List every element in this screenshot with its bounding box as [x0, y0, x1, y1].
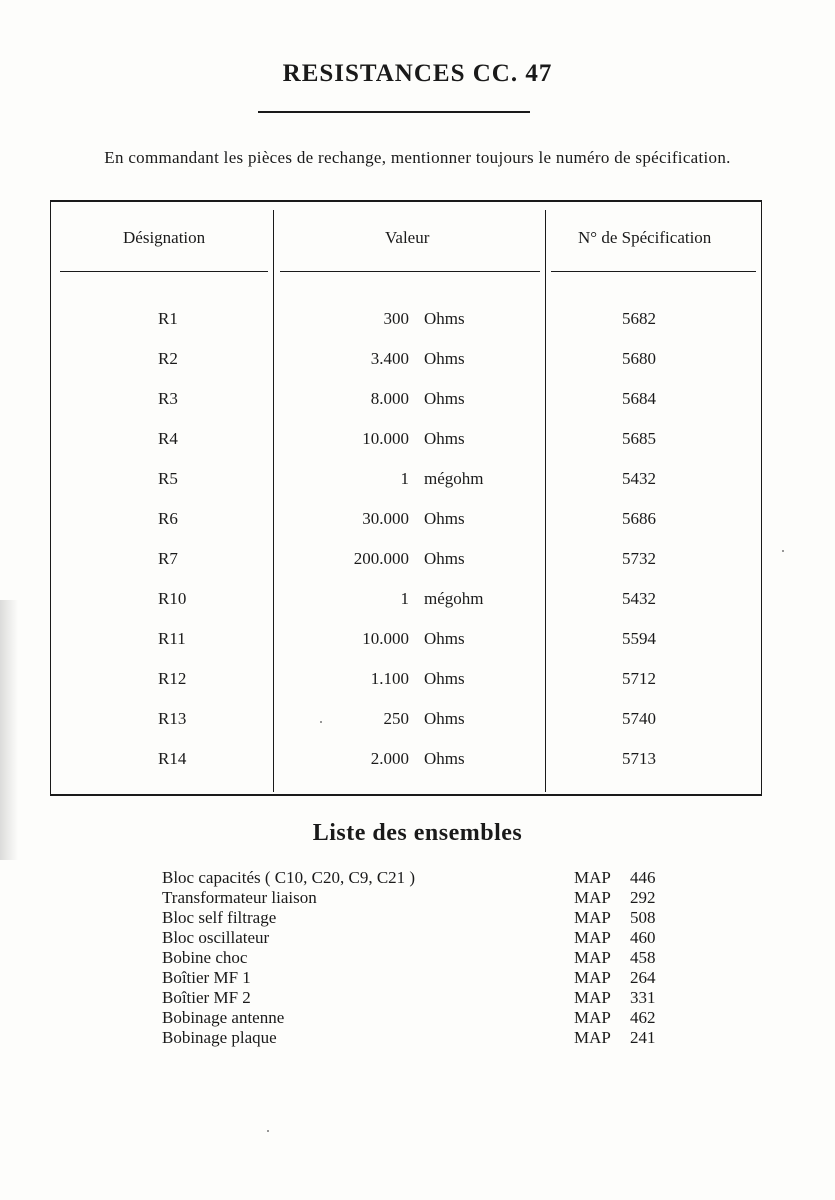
table-row — [0, 709, 835, 749]
assembly-number: 264 — [630, 968, 656, 987]
assembly-number: 446 — [630, 868, 656, 887]
assemblies-title: Liste des ensembles — [312, 820, 523, 846]
value-cell: 30.000 — [362, 509, 409, 528]
assembly-number: 460 — [630, 928, 656, 947]
spec-number-cell: 5432 — [622, 589, 656, 608]
unit-cell: Ohms — [424, 389, 465, 408]
assembly-item — [0, 908, 835, 928]
scan-speck — [320, 721, 322, 723]
spec-number-cell: 5594 — [622, 629, 656, 648]
spec-number-cell: 5713 — [622, 749, 656, 768]
unit-cell: Ohms — [424, 629, 465, 648]
assembly-number: 458 — [630, 948, 656, 967]
designation-cell: R6 — [158, 509, 178, 528]
header-value: Valeur — [385, 228, 430, 247]
designation-cell: R14 — [158, 749, 187, 768]
value-cell: 10.000 — [362, 629, 409, 648]
unit-cell: Ohms — [424, 749, 465, 768]
value-cell: 1 — [400, 469, 409, 488]
spec-number-cell: 5684 — [622, 389, 656, 408]
assembly-name: Bobinage plaque — [162, 1028, 277, 1047]
value-cell: 300 — [383, 309, 409, 328]
designation-cell: R1 — [158, 309, 178, 328]
assembly-name: Bloc self filtrage — [162, 908, 277, 927]
assembly-number: 241 — [630, 1028, 656, 1047]
table-row — [0, 509, 835, 549]
scan-speck — [267, 1130, 269, 1132]
assembly-code: MAP — [574, 868, 611, 887]
unit-cell: mégohm — [424, 589, 484, 608]
spec-number-cell: 5732 — [622, 549, 656, 568]
designation-cell: R10 — [158, 589, 187, 608]
designation-cell: R2 — [158, 349, 178, 368]
assembly-item — [0, 928, 835, 948]
assembly-code: MAP — [574, 888, 611, 907]
value-cell: 8.000 — [370, 389, 409, 408]
designation-cell: R4 — [158, 429, 178, 448]
value-cell: 250 — [383, 709, 409, 728]
assembly-number: 292 — [630, 888, 656, 907]
designation-cell: R7 — [158, 549, 178, 568]
designation-cell: R13 — [158, 709, 187, 728]
table-row — [0, 549, 835, 589]
assembly-item — [0, 868, 835, 888]
table-row — [0, 589, 835, 629]
assembly-item — [0, 888, 835, 908]
table-row — [0, 629, 835, 669]
table-row — [0, 389, 835, 429]
value-cell: 10.000 — [362, 429, 409, 448]
table-row — [0, 309, 835, 349]
unit-cell: Ohms — [424, 349, 465, 368]
header-designation: Désignation — [123, 228, 206, 247]
unit-cell: Ohms — [424, 709, 465, 728]
assembly-item — [0, 988, 835, 1008]
assembly-code: MAP — [574, 948, 611, 967]
unit-cell: mégohm — [424, 469, 484, 488]
assembly-code: MAP — [574, 1028, 611, 1047]
header-rule — [60, 271, 268, 272]
header-spec: N° de Spécification — [578, 228, 712, 247]
assembly-number: 331 — [630, 988, 656, 1007]
designation-cell: R11 — [158, 629, 186, 648]
assembly-name: Bloc capacités ( C10, C20, C9, C21 ) — [162, 868, 416, 887]
assembly-name: Transformateur liaison — [162, 888, 317, 907]
header-rule — [551, 271, 756, 272]
designation-cell: R3 — [158, 389, 178, 408]
assembly-item — [0, 1028, 835, 1048]
spec-number-cell: 5686 — [622, 509, 656, 528]
table-row — [0, 349, 835, 389]
unit-cell: Ohms — [424, 549, 465, 568]
assembly-code: MAP — [574, 988, 611, 1007]
value-cell: 3.400 — [370, 349, 409, 368]
assembly-name: Bloc oscillateur — [162, 928, 270, 947]
assembly-name: Bobinage antenne — [162, 1008, 285, 1027]
assembly-number: 462 — [630, 1008, 656, 1027]
assembly-code: MAP — [574, 1008, 611, 1027]
assembly-name: Boîtier MF 1 — [162, 968, 251, 987]
unit-cell: Ohms — [424, 509, 465, 528]
title-underline — [258, 111, 530, 113]
spec-number-cell: 5432 — [622, 469, 656, 488]
value-cell: 1.100 — [370, 669, 409, 688]
assembly-item — [0, 968, 835, 988]
unit-cell: Ohms — [424, 309, 465, 328]
assembly-name: Bobine choc — [162, 948, 248, 967]
designation-cell: R5 — [158, 469, 178, 488]
scan-speck — [782, 550, 784, 552]
table-row — [0, 749, 835, 789]
page-title: RESISTANCES CC. 47 — [282, 60, 553, 87]
ordering-instruction: En commandant les pièces de rechange, mentionner toujours le numéro de spécification. — [104, 148, 731, 167]
spec-number-cell: 5685 — [622, 429, 656, 448]
unit-cell: Ohms — [424, 669, 465, 688]
assembly-code: MAP — [574, 908, 611, 927]
value-cell: 2.000 — [370, 749, 409, 768]
spec-number-cell: 5682 — [622, 309, 656, 328]
value-cell: 1 — [400, 589, 409, 608]
assembly-code: MAP — [574, 928, 611, 947]
table-row — [0, 469, 835, 509]
assembly-name: Boîtier MF 2 — [162, 988, 251, 1007]
assembly-item — [0, 948, 835, 968]
header-rule — [280, 271, 540, 272]
assembly-number: 508 — [630, 908, 656, 927]
spec-number-cell: 5712 — [622, 669, 656, 688]
value-cell: 200.000 — [353, 549, 409, 568]
designation-cell: R12 — [158, 669, 187, 688]
unit-cell: Ohms — [424, 429, 465, 448]
table-row — [0, 429, 835, 469]
assembly-code: MAP — [574, 968, 611, 987]
spec-number-cell: 5740 — [622, 709, 656, 728]
spec-number-cell: 5680 — [622, 349, 656, 368]
assembly-item — [0, 1008, 835, 1028]
table-row — [0, 669, 835, 709]
